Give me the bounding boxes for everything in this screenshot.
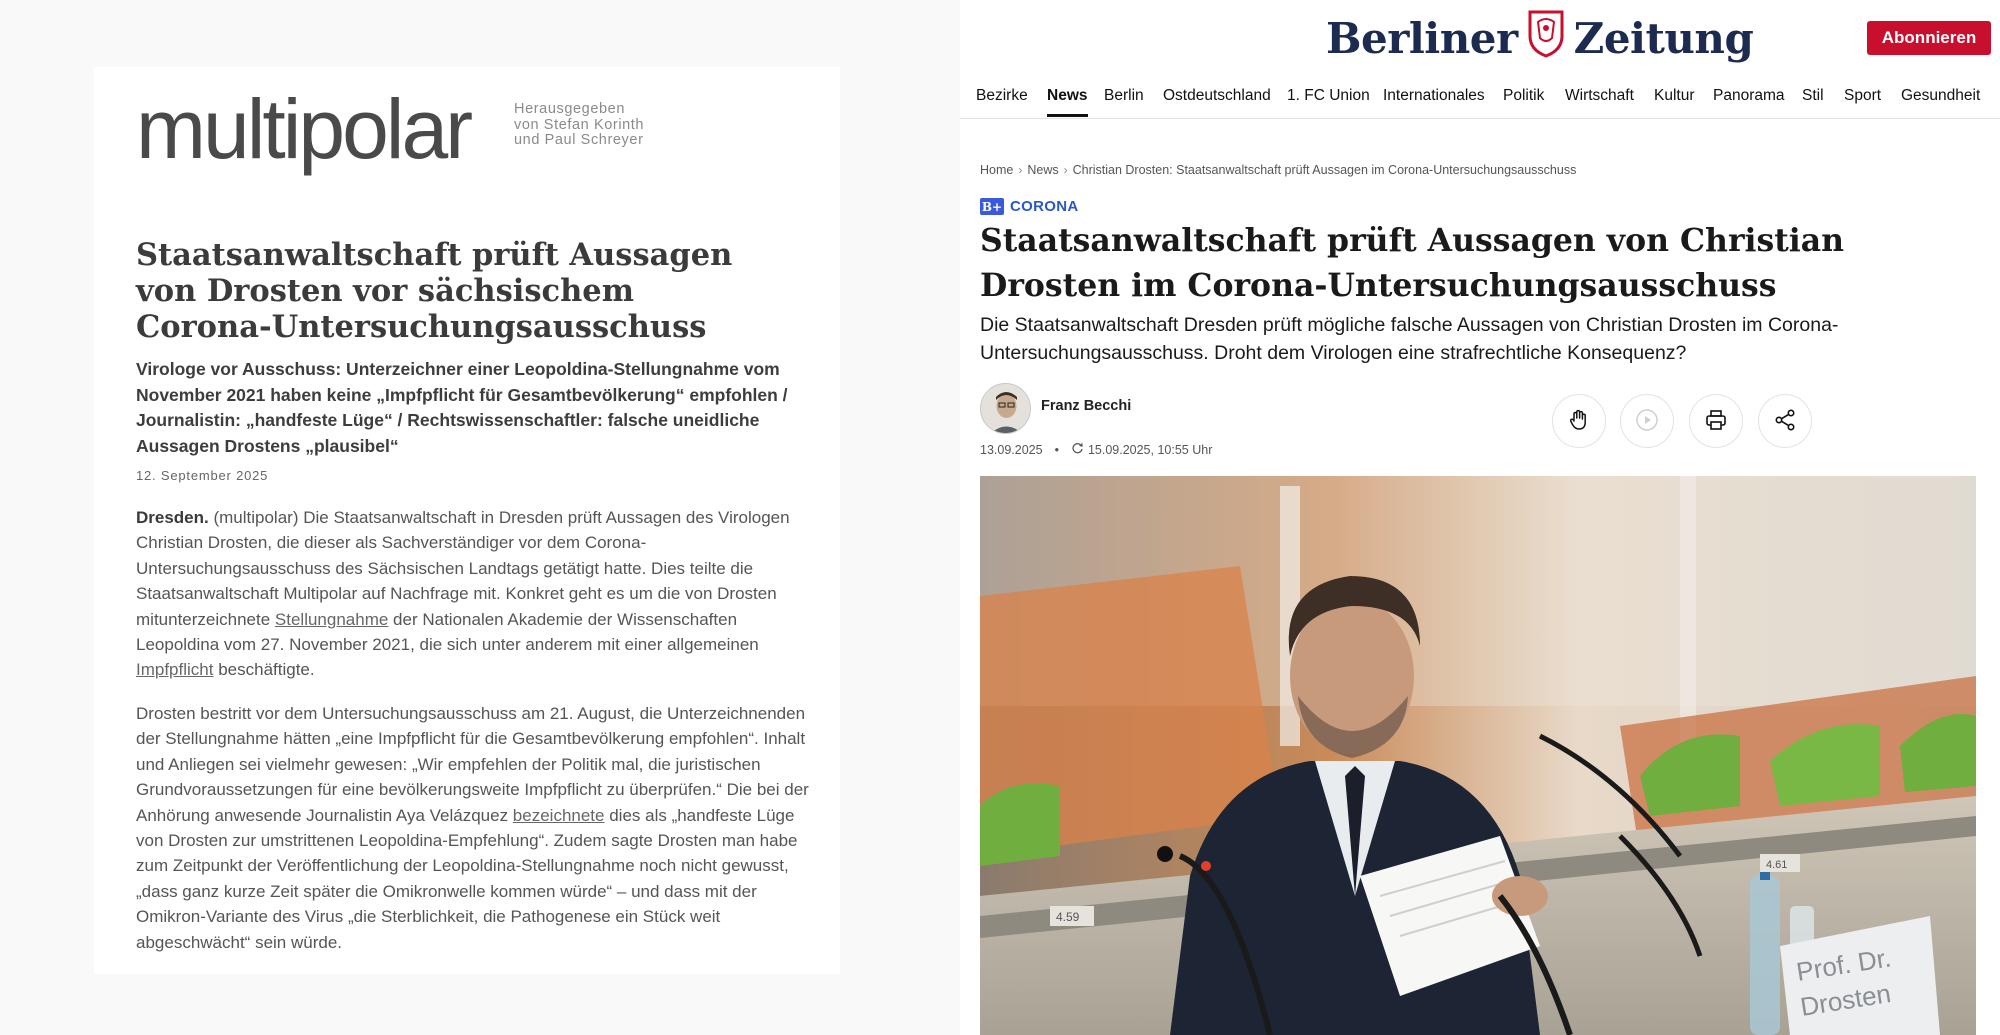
nav-item-berlin[interactable]: Berlin bbox=[1104, 87, 1144, 104]
print-button[interactable] bbox=[1689, 394, 1743, 448]
play-button[interactable] bbox=[1620, 394, 1674, 448]
paragraph-text: beschäftigte. bbox=[213, 660, 315, 680]
nav-item-sport[interactable]: Sport bbox=[1844, 87, 1882, 104]
author-name[interactable]: Franz Becchi bbox=[1041, 398, 1132, 414]
logo-word: Zeitung bbox=[1573, 13, 1754, 63]
nav-item-bezirke[interactable]: Bezirke bbox=[976, 87, 1028, 104]
article-paragraph bbox=[136, 505, 811, 683]
share-icon bbox=[1773, 408, 1797, 435]
nav-item-wirtschaft[interactable]: Wirtschaft bbox=[1565, 87, 1634, 104]
nav-item-stil[interactable]: Stil bbox=[1802, 87, 1824, 104]
multipolar-article-card bbox=[94, 67, 840, 974]
tagline-line: von Stefan Korinth bbox=[514, 116, 645, 133]
bezeichnete-link[interactable]: bezeichnete bbox=[512, 805, 605, 825]
nav-item-fc-union[interactable]: 1. FC Union bbox=[1287, 87, 1370, 104]
multipolar-tagline bbox=[514, 102, 644, 149]
chevron-right-icon: › bbox=[1063, 163, 1068, 177]
breadcrumb-current: Christian Drosten: Staatsanwaltschaft prüft Aussagen im Corona-Untersuchungsausschuss bbox=[1072, 163, 1577, 177]
author-avatar[interactable] bbox=[980, 383, 1031, 434]
subscribe-button[interactable]: Abonnieren bbox=[1867, 21, 1991, 55]
nav-item-ostdeutschland[interactable]: Ostdeutschland bbox=[1163, 87, 1271, 104]
stellungnahme-link[interactable]: Stellungnahme bbox=[274, 609, 389, 629]
paragraph-dateline: Dresden. bbox=[136, 508, 209, 527]
breadcrumb-news[interactable]: News bbox=[1027, 163, 1059, 177]
article-title: Staatsanwaltschaft prüft Aussagen von Christian Drosten im Corona-Untersuchungsausschuss bbox=[980, 222, 1845, 304]
kicker-label[interactable]: CORONA bbox=[1010, 198, 1079, 215]
chevron-right-icon: › bbox=[1018, 163, 1023, 177]
nav-item-politik[interactable]: Politik bbox=[1503, 87, 1545, 104]
berliner-zeitung-page bbox=[960, 0, 2000, 1035]
paragraph-text: (multipolar) Die Staatsanwaltschaft in Dresden prüft Aussagen des Virologen Christian Drosten, die dieser als Sachverständiger vor dem Corona-Untersuchungsausschuss des Sächsischen Landtags getätigt hatte. Dies teilte die Staatsanwaltschaft Multipolar auf Nachfrage mit. Konkret geht es um die von Drosten mitunterzeichnete bbox=[136, 508, 790, 629]
main-nav bbox=[960, 85, 2000, 119]
multipolar-article-subtitle: Virologe vor Ausschuss: Unterzeichner einer Leopoldina-Stellungnahme vom November 2021 haben keine „Impfpflicht für Gesamtbevölkerung“ empfohlen / Journalistin: „handfeste Lüge“ / Rechtswissenschaftler: falsche uneidliche Aussagen Drostens „plausibel“ bbox=[136, 359, 788, 456]
updated-date: 15.09.2025, 10:55 Uhr bbox=[1087, 443, 1213, 457]
nameplate-line-1: Prof. Dr. bbox=[1794, 942, 1894, 987]
clap-icon bbox=[1567, 408, 1591, 435]
nav-item-gesundheit[interactable]: Gesundheit bbox=[1901, 87, 1981, 104]
meta-separator: • bbox=[1054, 443, 1059, 457]
play-icon bbox=[1635, 408, 1659, 435]
breadcrumb bbox=[980, 163, 1576, 177]
tagline-line: Herausgegeben bbox=[514, 101, 625, 117]
multipolar-article-title: Staatsanwaltschaft prüft Aussagen von Drosten vor sächsischem Corona-Untersuchungsausschuss bbox=[136, 237, 733, 345]
multipolar-page bbox=[0, 0, 960, 1035]
seat-label: 4.59 bbox=[1056, 910, 1080, 924]
article-lead: Die Staatsanwaltschaft Dresden prüft mögliche falsche Aussagen von Christian Drosten im Corona-Untersuchungsausschuss. Droht dem Virologen eine strafrechtliche Konsequenz? bbox=[980, 314, 1839, 364]
nav-item-internationales[interactable]: Internationales bbox=[1383, 87, 1485, 104]
nav-item-kultur[interactable]: Kultur bbox=[1654, 87, 1695, 104]
bz-plus-badge: B+ bbox=[981, 199, 1003, 214]
paragraph-text: der Nationalen Akademie der Wissenschaften Leopoldina vom 27. November 2021, die sich unter anderem mit einer allgemeinen bbox=[136, 609, 759, 655]
paragraph-text: Drosten bestritt vor dem Untersuchungsausschuss am 21. August, die Unterzeichnenden der Stellungnahme hätten „eine Impfpflicht für die Gesamtbevölkerung empfohlen“. Inhalt und Anliegen sei vielmehr gewesen: „Wir empfehlen der Politik mal, die juristischen Grundvoraussetzungen für eine bevölkerungsweite Impfpflicht zu überprüfen.“ Die bei der Anhörung anwesende Journalistin Aya Velázquez bbox=[136, 704, 809, 825]
share-button[interactable] bbox=[1758, 394, 1812, 448]
nav-item-news[interactable]: News bbox=[1047, 87, 1088, 104]
logo-word: Berliner bbox=[1326, 13, 1518, 63]
publish-date: 13.09.2025 bbox=[980, 443, 1043, 457]
multipolar-article-date: 12. September 2025 bbox=[136, 468, 269, 483]
article-meta bbox=[980, 442, 1212, 458]
multipolar-logo[interactable]: multipolar bbox=[136, 82, 471, 176]
paragraph-text: dies als „handfeste Lüge von Drosten zur umstrittenen Leopoldina-Empfehlung“. Zudem sagte Drosten man habe zum Zeitpunkt der Veröffentlichung der Leopoldina-Stellungnahme noch nicht gewusst, „dass ganz kurze Zeit später die Omikronwelle kommen würde“ – und dass mit der Omikron-Variante des Virus „die Sterblichkeit, die Pathogenese ein Stück weit abgeschwächt“ sein würde. bbox=[136, 805, 798, 952]
bear-crest-icon bbox=[1524, 8, 1568, 68]
article-hero-photo[interactable] bbox=[980, 476, 1976, 1035]
nav-item-panorama[interactable]: Panorama bbox=[1713, 87, 1785, 104]
nameplate-line-2: Drosten bbox=[1798, 978, 1893, 1022]
berliner-zeitung-logo[interactable] bbox=[1326, 8, 1753, 68]
article-paragraph bbox=[136, 701, 811, 955]
breadcrumb-home[interactable]: Home bbox=[980, 163, 1014, 177]
clap-button[interactable] bbox=[1552, 394, 1606, 448]
article-kicker bbox=[980, 198, 1078, 215]
refresh-icon bbox=[1071, 442, 1084, 458]
tagline-line: und Paul Schreyer bbox=[514, 132, 644, 148]
impfpflicht-link[interactable]: Impfpflicht bbox=[136, 660, 214, 680]
print-icon bbox=[1704, 408, 1728, 435]
seat-label: 4.61 bbox=[1766, 859, 1788, 871]
